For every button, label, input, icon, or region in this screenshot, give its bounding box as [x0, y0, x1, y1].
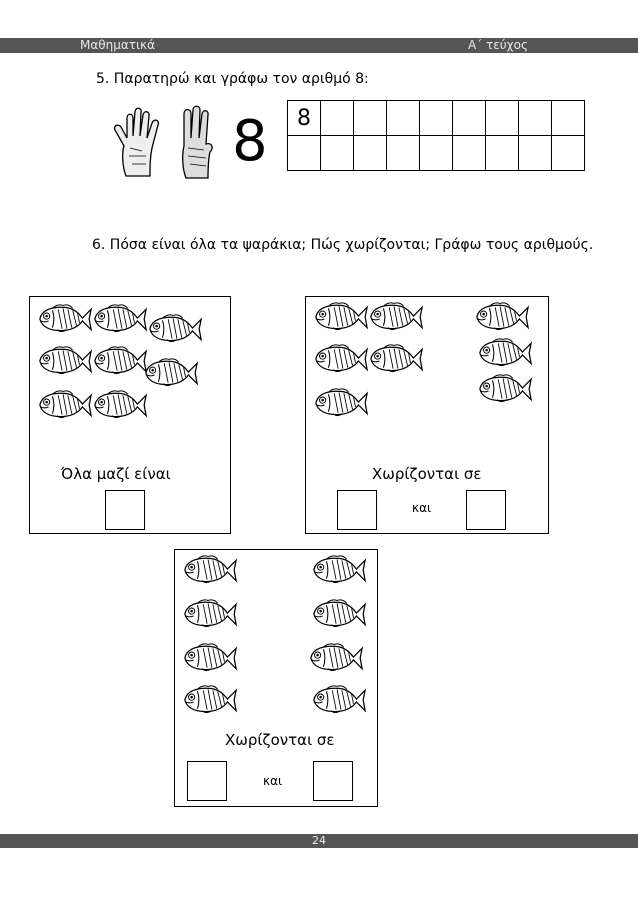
fish-icon	[181, 598, 239, 630]
panel-2-label: Χωρίζονται σε	[372, 465, 482, 483]
open-hand-icon	[112, 106, 168, 182]
answer-box-right[interactable]	[313, 761, 353, 801]
fish-icon	[36, 303, 94, 335]
fish-icon	[312, 343, 370, 375]
fish-icon	[181, 642, 239, 674]
answer-box-left[interactable]	[187, 761, 227, 801]
page-number: 24	[312, 834, 326, 847]
panel-split-1	[305, 296, 549, 534]
and-word: και	[263, 774, 283, 788]
fish-icon	[91, 389, 149, 421]
and-word: και	[412, 501, 432, 515]
grid-cell[interactable]	[453, 136, 486, 171]
fish-icon	[310, 684, 368, 716]
grid-cell[interactable]	[354, 101, 387, 136]
writing-grid-row	[288, 136, 585, 171]
fish-icon	[312, 301, 370, 333]
fish-icon	[91, 345, 149, 377]
header-subject: Μαθηματικά	[80, 38, 156, 52]
panel-1-label: Όλα μαζί είναι	[61, 465, 171, 483]
fish-icon	[181, 684, 239, 716]
fish-icon	[146, 313, 204, 345]
grid-cell[interactable]	[453, 101, 486, 136]
fish-icon	[91, 303, 149, 335]
grid-cell[interactable]	[288, 136, 321, 171]
writing-grid-row	[288, 101, 585, 136]
grid-cell[interactable]: 8	[288, 101, 321, 136]
grid-cell[interactable]	[321, 101, 354, 136]
writing-grid	[287, 100, 585, 171]
fish-icon	[367, 343, 425, 375]
grid-cell[interactable]	[552, 136, 585, 171]
fish-icon	[310, 598, 368, 630]
fish-icon	[142, 357, 200, 389]
fish-icon	[476, 337, 534, 369]
header-bar	[0, 38, 638, 53]
grid-cell[interactable]	[519, 101, 552, 136]
grid-cell[interactable]	[354, 136, 387, 171]
grid-cell[interactable]	[552, 101, 585, 136]
fish-icon	[36, 389, 94, 421]
panel-all-together	[29, 296, 231, 534]
answer-box[interactable]	[105, 490, 145, 530]
grid-cell[interactable]	[321, 136, 354, 171]
exercise-6-instruction: 6. Πόσα είναι όλα τα ψαράκια; Πώς χωρίζονται; Γράφω τους αριθμούς.	[92, 237, 594, 253]
fish-icon	[473, 301, 531, 333]
three-fingers-hand-icon	[176, 104, 218, 182]
panel-split-2	[174, 549, 378, 807]
header-volume: Α΄ τεύχος	[468, 38, 528, 52]
fish-icon	[181, 554, 239, 586]
fish-icon	[312, 387, 370, 419]
grid-cell[interactable]	[420, 136, 453, 171]
fish-icon	[367, 301, 425, 333]
fish-icon	[310, 554, 368, 586]
answer-box-right[interactable]	[466, 490, 506, 530]
exercise-5-instruction: 5. Παρατηρώ και γράφω τον αριθμό 8:	[96, 71, 369, 87]
fish-icon	[476, 373, 534, 405]
grid-cell[interactable]	[387, 136, 420, 171]
grid-cell[interactable]	[486, 101, 519, 136]
grid-cell[interactable]	[387, 101, 420, 136]
panel-3-label: Χωρίζονται σε	[225, 731, 335, 749]
fish-icon	[36, 345, 94, 377]
grid-cell[interactable]	[519, 136, 552, 171]
footer-bar	[0, 834, 638, 848]
answer-box-left[interactable]	[337, 490, 377, 530]
fish-icon	[307, 642, 365, 674]
grid-cell[interactable]	[486, 136, 519, 171]
grid-cell[interactable]	[420, 101, 453, 136]
big-number-eight: 8	[232, 109, 268, 174]
